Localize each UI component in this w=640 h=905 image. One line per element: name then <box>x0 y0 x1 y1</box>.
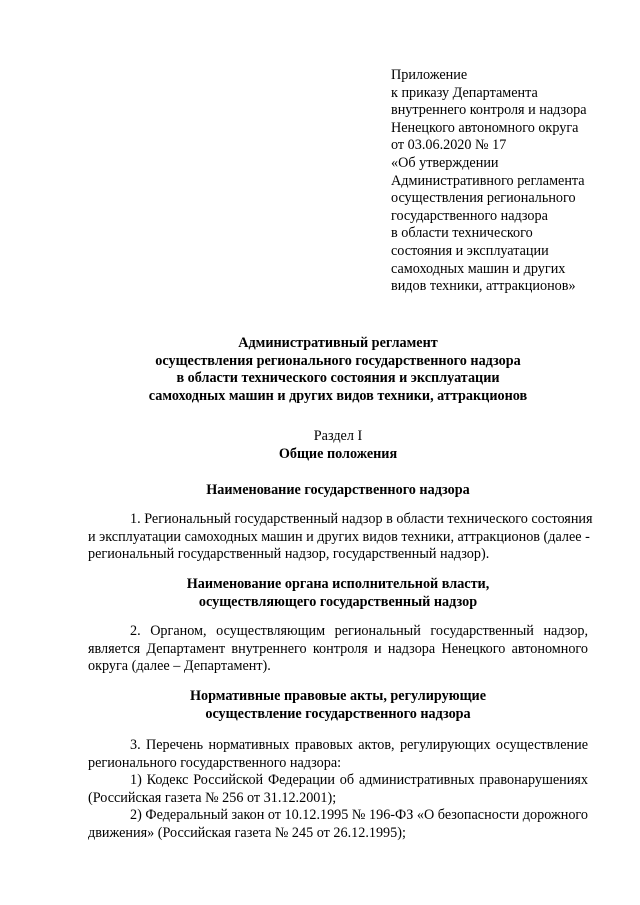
annex-line: состояния и эксплуатации <box>391 242 549 259</box>
heading-line: осуществление государственного надзора <box>205 705 471 722</box>
paragraph-line: является Департамент внутреннего контроля и надзора Ненецкого автономного <box>88 640 588 657</box>
annex-line: Приложение <box>391 67 468 83</box>
paragraph-line: 3. Перечень нормативных правовых актов, регулирующих осуществление <box>130 737 588 753</box>
annex-line: от 03.06.2020 № 17 <box>391 137 507 154</box>
annex-line: к приказу Департамента <box>391 84 538 101</box>
heading-line: Наименование органа исполнительной власти, <box>186 576 490 592</box>
annex-line: Ненецкого автономного округа <box>391 119 579 136</box>
paragraph-line: регионального государственного надзора: <box>88 754 342 771</box>
paragraph-1 <box>88 511 593 564</box>
paragraph-line: региональный государственный надзор, государственный надзор). <box>88 546 490 563</box>
annex-block <box>391 67 621 296</box>
heading-authority <box>88 576 588 611</box>
annex-line: внутреннего контроля и надзора <box>391 102 587 119</box>
heading-legal-acts <box>88 688 588 723</box>
annex-line: в области технического <box>391 225 533 242</box>
annex-line: осуществления регионального <box>391 190 576 207</box>
list-item: 2) Федеральный закон от 10.12.1995 № 196-ФЗ «О безопасности дорожного <box>130 807 588 824</box>
paragraph-line: движения» (Российская газета № 245 от 26.12.1995); <box>88 824 406 841</box>
paragraph-line: 2. Органом, осуществляющим региональный государственный надзор, <box>130 623 588 639</box>
title-line: самоходных машин и других видов техники, аттракционов <box>148 387 528 404</box>
annex-line: видов техники, аттракционов» <box>391 278 576 295</box>
heading-line: Нормативные правовые акты, регулирующие <box>189 688 487 704</box>
title-line: Административный регламент <box>238 335 438 351</box>
paragraph-line: (Российская газета № 256 от 31.12.2001); <box>88 789 337 806</box>
annex-line: «Об утверждении <box>391 154 499 171</box>
title-line: в области технического состояния и эксплуатации <box>176 370 500 387</box>
document-title <box>88 335 588 405</box>
heading-supervision-name: Наименование государственного надзора <box>206 482 470 498</box>
paragraph-line: и эксплуатации самоходных машин и других видов техники, аттракционов (далее - <box>88 528 590 545</box>
paragraph-3 <box>88 737 588 843</box>
list-item: 1) Кодекс Российской Федерации об административных правонарушениях <box>130 772 588 789</box>
section-number: Раздел I <box>313 428 363 444</box>
annex-line: самоходных машин и других <box>391 260 566 277</box>
paragraph-2 <box>88 623 588 676</box>
annex-line: Административного регламента <box>391 172 585 189</box>
section-name: Общие положения <box>278 446 398 462</box>
annex-line: государственного надзора <box>391 207 548 224</box>
heading-line: осуществляющего государственный надзор <box>198 593 478 610</box>
paragraph-line: округа (далее – Департамент). <box>88 658 271 675</box>
title-line: осуществления регионального государственного надзора <box>155 352 521 369</box>
paragraph-line: 1. Региональный государственный надзор в области технического состояния <box>130 511 593 527</box>
